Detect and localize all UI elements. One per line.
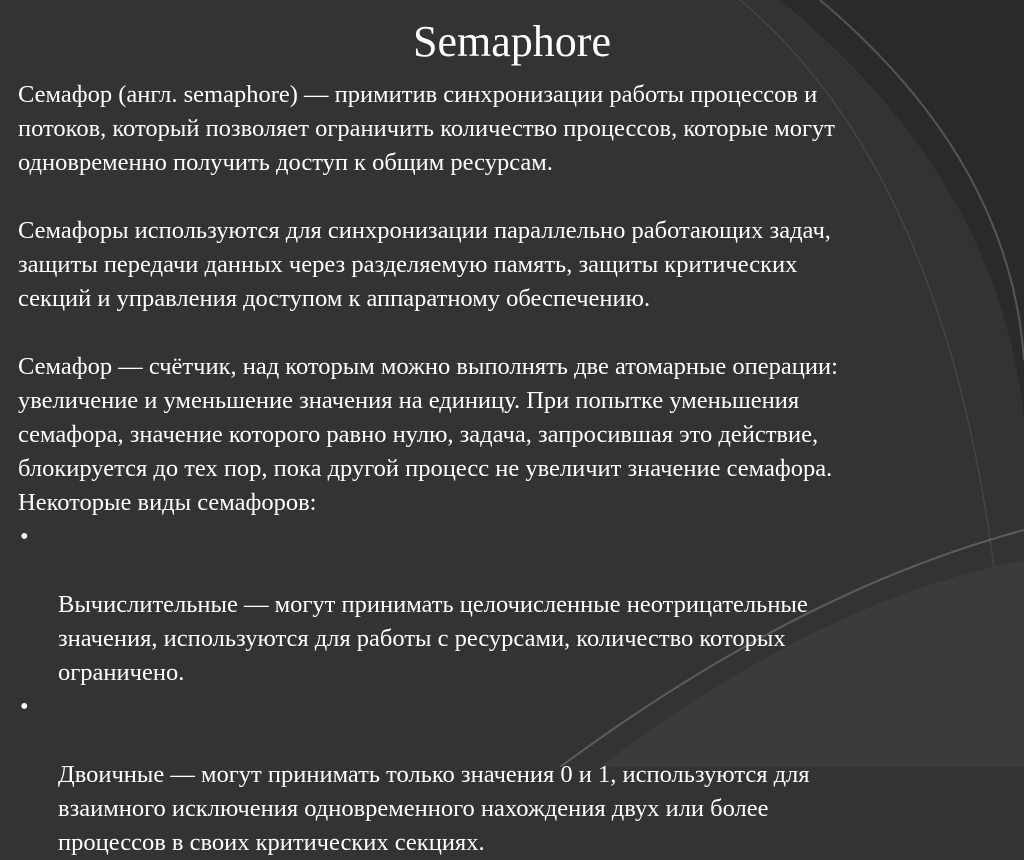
slide-content	[18, 78, 993, 860]
list-item-binary	[18, 690, 993, 860]
bullet-icon: •	[20, 693, 29, 720]
list-item-text: Вычислительные — могут принимать целочисленные неотрицательные значения, используются для работы с ресурсами, количество которых ограничено.	[58, 591, 808, 686]
bullet-icon: •	[20, 523, 29, 550]
paragraph-usage: Семафоры используются для синхронизации параллельно работающих задач, защиты передачи данных через разделяемую память, защиты критических секций и управления доступом к аппаратному обеспечению.	[18, 217, 831, 312]
paragraph-gap	[18, 180, 993, 214]
slide-title: Semaphore	[413, 17, 611, 66]
list-item-text: Двоичные — могут принимать только значения 0 и 1, используются для взаимного исключения одновременного нахождения двух или более процессов в своих критических секциях.	[58, 761, 810, 856]
paragraph-definition: Семафор (англ. semaphore) — примитив синхронизации работы процессов и потоков, который позволяет ограничить количество процессов, которые могут одновременно получить доступ к общим ресурсам.	[18, 81, 836, 176]
types-list	[18, 520, 993, 860]
list-item-computational	[18, 520, 993, 690]
paragraph-gap	[18, 316, 993, 350]
paragraph-types-heading: Некоторые виды семафоров:	[18, 489, 317, 516]
paragraph-counter: Семафор — счётчик, над которым можно выполнять две атомарные операции: увеличение и уменьшение значения на единицу. При попытке уменьшения семафора, значение которого равно нулю, задача, запросившая это действие, блокируется до тех пор, пока другой процесс не увеличит значение семафора.	[18, 353, 838, 482]
